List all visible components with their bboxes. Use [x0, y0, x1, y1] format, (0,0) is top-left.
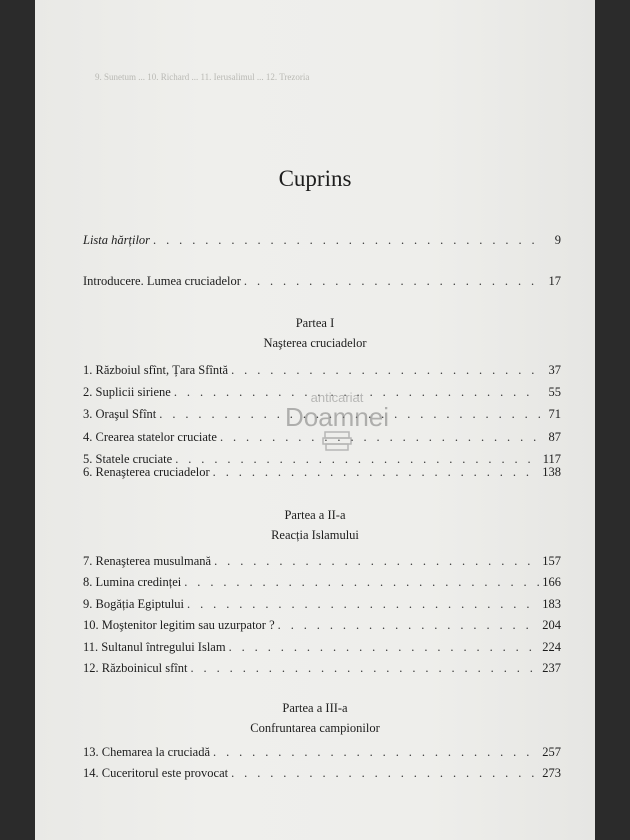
toc-entry: 9. Bogăția Egiptului . . . 183 — [83, 597, 561, 615]
dot-leader — [191, 661, 540, 676]
toc-entry: 12. Războinicul sfînt . . . 237 — [83, 661, 561, 679]
toc-entry: 8. Lumina credinței . . . 166 — [83, 575, 561, 593]
part-subtitle: Naşterea cruciadelor — [263, 336, 367, 350]
book-stack-icon — [323, 432, 351, 450]
part-subtitle: Confruntarea campionilor — [250, 721, 380, 735]
toc-entry: 7. Renaşterea musulmană . . . 157 — [83, 554, 561, 572]
watermark-line1: anticariat — [310, 390, 364, 405]
dot-leader — [184, 575, 539, 590]
part-subtitle: Reacția Islamului — [271, 528, 359, 542]
dot-leader — [214, 554, 539, 569]
toc-entry: 5. Statele cruciate . . . 117 — [83, 452, 561, 470]
dot-leader — [244, 274, 540, 289]
part-heading: Partea a II-a — [284, 508, 346, 522]
toc-entry: Introducere. Lumea cruciadelor . . . 17 — [83, 274, 561, 292]
toc-entry: 3. Oraşul Sfînt . . . 71 — [83, 407, 561, 425]
watermark-line2: Doamnei — [284, 402, 390, 432]
toc-entry: 10. Moştenitor legitim sau uzurpator ? . . . 204 — [83, 618, 561, 636]
toc-entry: Lista hărților . . . 9 — [83, 233, 561, 251]
dot-leader — [213, 465, 540, 480]
part-heading: Partea I — [295, 316, 335, 330]
dot-leader — [153, 233, 540, 248]
page-title: Cuprins — [278, 166, 352, 191]
book-page — [35, 0, 595, 840]
toc-entry: 14. Cuceritorul este provocat . . . 273 — [83, 766, 561, 784]
toc-entry: 11. Sultanul întregului Islam . . . 224 — [83, 640, 561, 658]
toc-entry: 13. Chemarea la cruciadă . . . 257 — [83, 745, 561, 763]
toc-entry: 6. Renaşterea cruciadelor . . . 138 — [83, 465, 561, 483]
dot-leader — [231, 363, 540, 378]
dot-leader — [187, 597, 539, 612]
toc-entry: 2. Suplicii siriene . . . 55 — [83, 385, 561, 403]
anticariat-watermark-logo — [265, 386, 405, 456]
dot-leader — [213, 745, 539, 760]
toc-entry: 4. Crearea statelor cruciate . . . 87 — [83, 430, 561, 448]
toc-entry: 1. Războiul sfînt, Țara Sfîntă . . . 37 — [83, 363, 561, 381]
dot-leader — [278, 618, 540, 633]
part-heading: Partea a III-a — [282, 701, 348, 715]
dot-leader — [231, 766, 539, 781]
bleed-through-text: 9. Sunetum ... 10. Richard ... 11. Ierusalimul ... 12. Trezoria — [95, 72, 310, 82]
dot-leader — [229, 640, 540, 655]
